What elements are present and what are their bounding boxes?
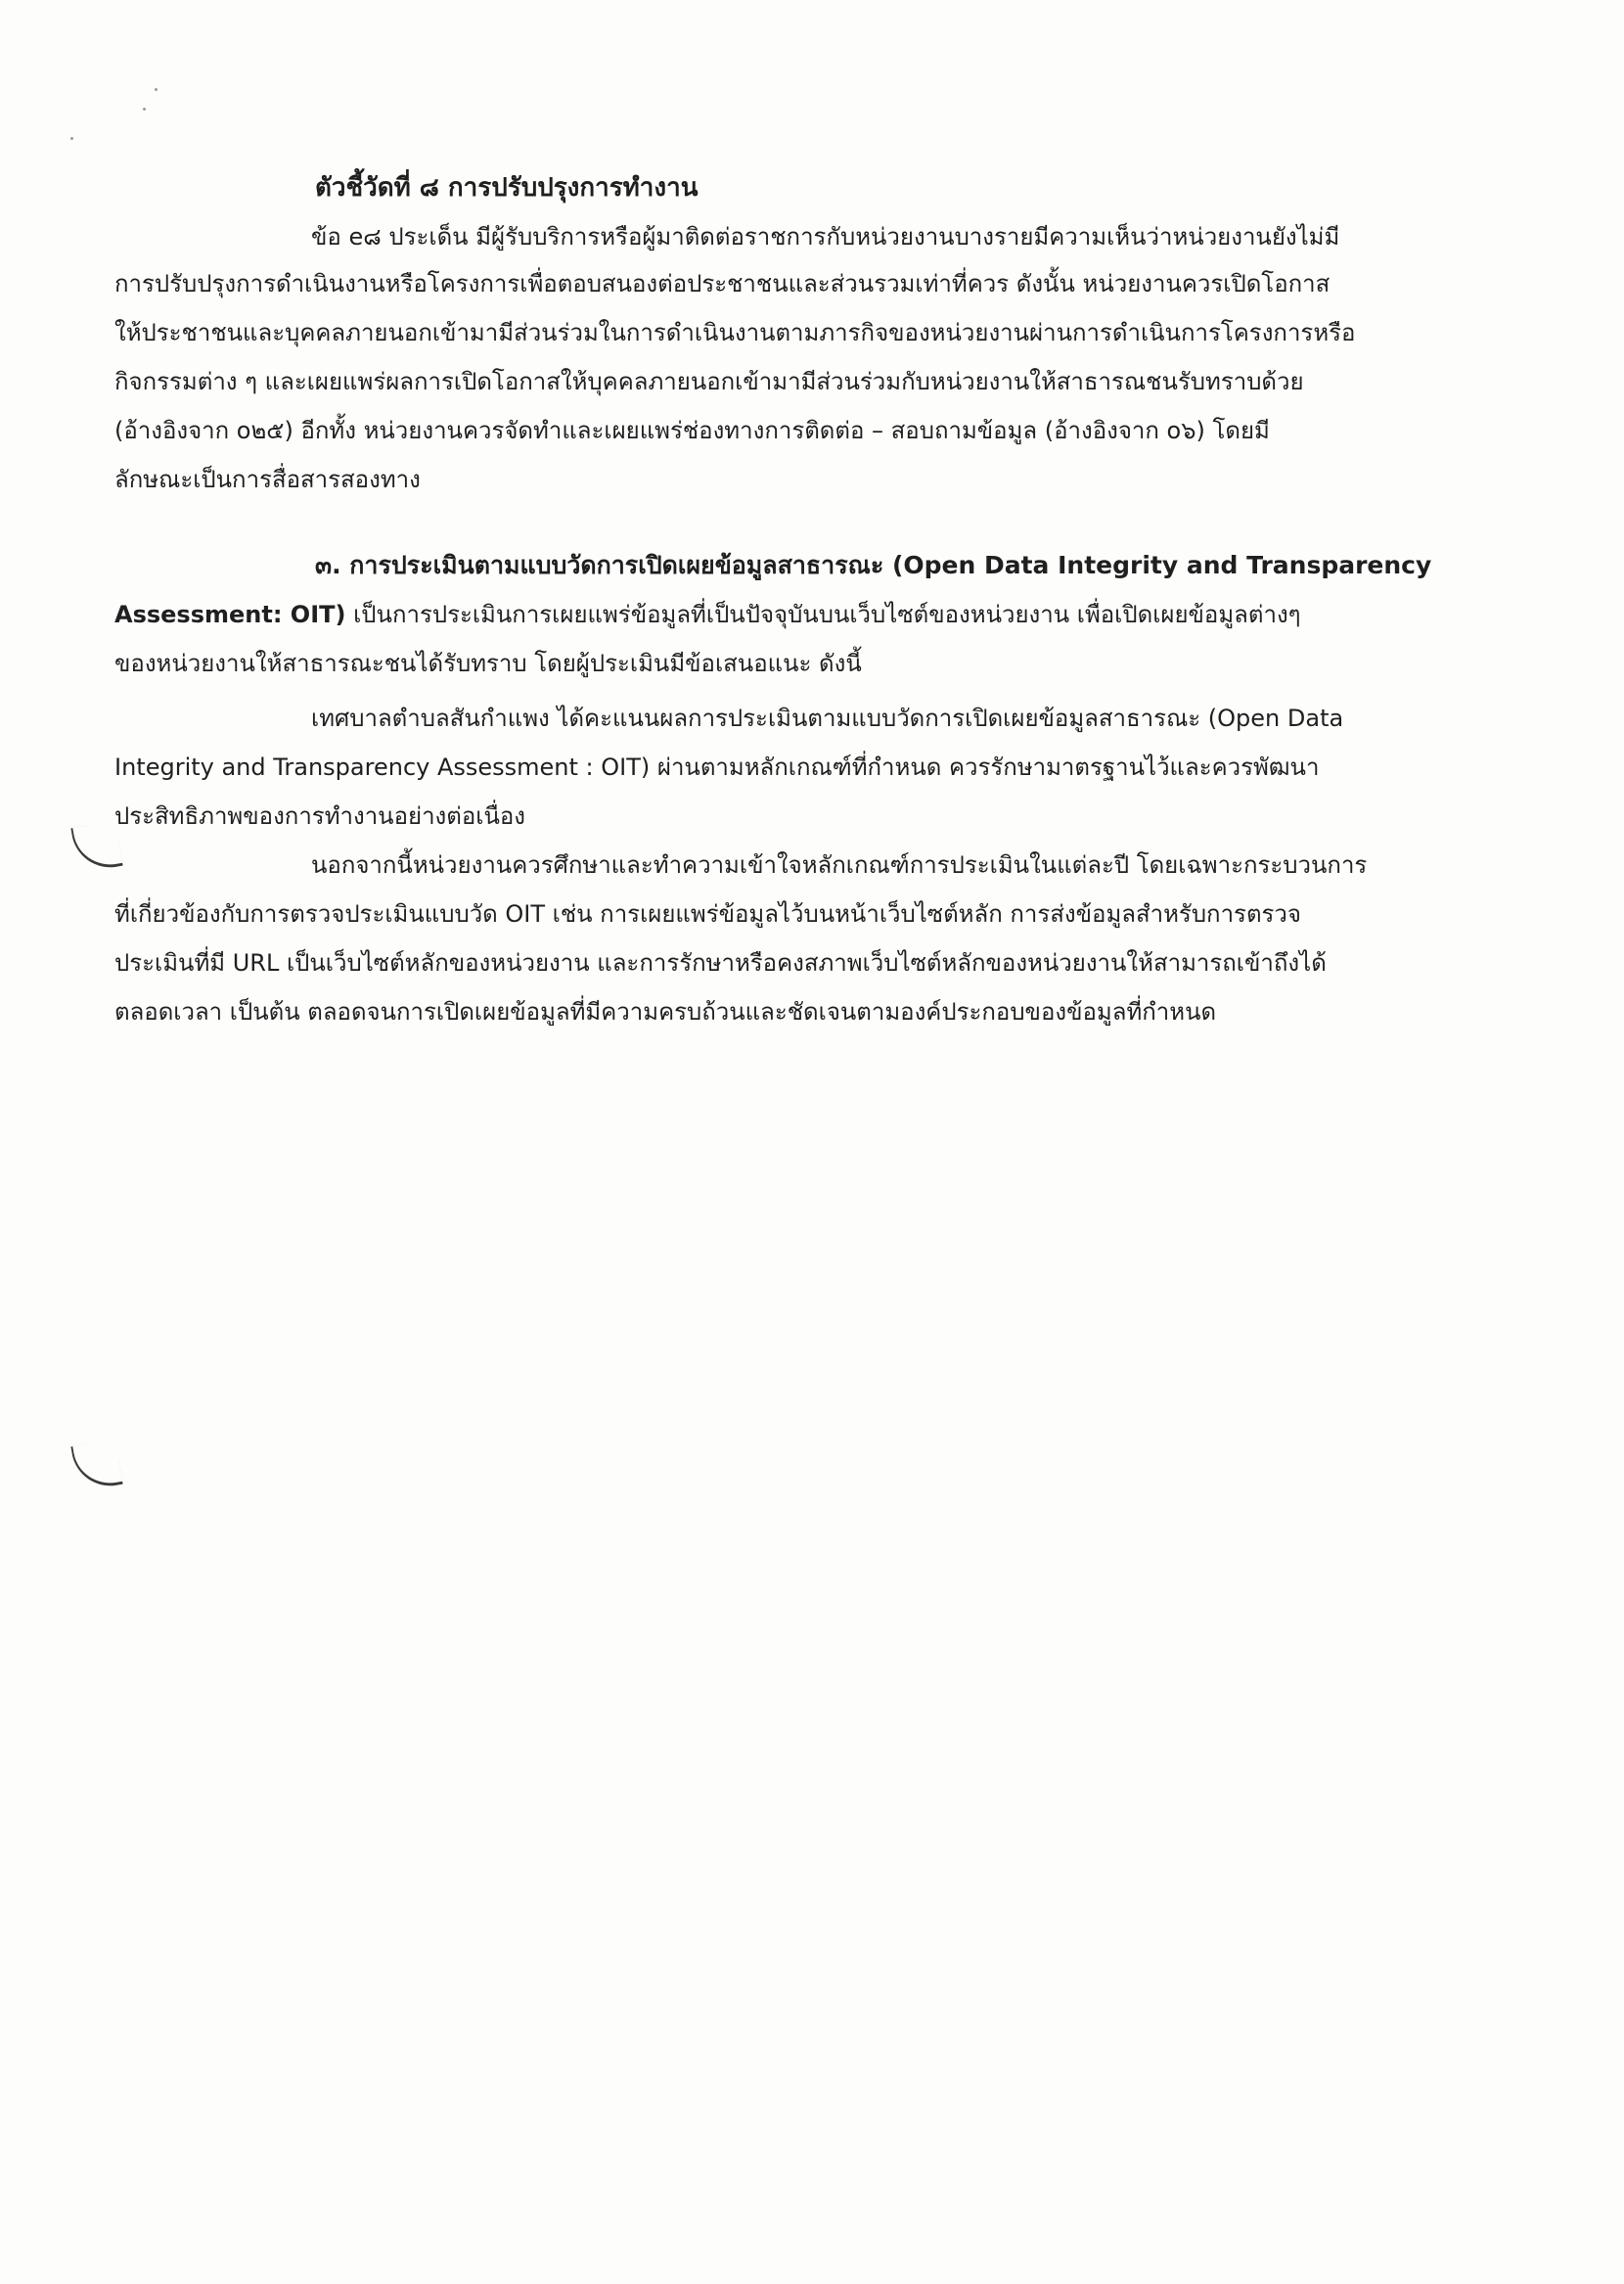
- indicator-heading: ตัวชี้วัดที่ ๘ การปรับปรุงการทำงาน: [315, 173, 699, 203]
- oit-para2-line: ประเมินที่มี URL เป็นเว็บไซต์หลักของหน่วยงาน และการรักษาหรือคงสภาพเว็บไซต์หลักของหน่วยงานให้สามารถเข้าถึงได้: [114, 949, 1327, 977]
- punch-hole-mark: [70, 1439, 122, 1491]
- oit-para1-line: เทศบาลตำบลสันกำแพง ได้คะแนนผลการประเมินตามแบบวัดการเปิดเผยข้อมูลสาธารณะ (Open Data: [311, 705, 1344, 732]
- indicator-line: (อ้างอิงจาก o๒๕) อีกทั้ง หน่วยงานควรจัดทำและเผยแพร่ช่องทางการติดต่อ – สอบถามข้อมูล (อ้างอิงจาก o๖) โดยมี: [114, 417, 1270, 444]
- oit-para2-line: ที่เกี่ยวข้องกับการตรวจประเมินแบบวัด OIT เช่น การเผยแพร่ข้อมูลไว้บนหน้าเว็บไซต์หลัก การส่งข้อมูลสำหรับการตรวจ: [114, 900, 1301, 928]
- oit-heading-abbrev: Assessment: OIT): [114, 601, 346, 628]
- oit-para1-line: Integrity and Transparency Assessment : OIT) ผ่านตามหลักเกณฑ์ที่กำหนด ควรรักษามาตรฐานไว้และควรพัฒนา: [114, 754, 1320, 781]
- indicator-line: ให้ประชาชนและบุคคลภายนอกเข้ามามีส่วนร่วมในการดำเนินงานตามภารกิจของหน่วยงานผ่านการดำเนินการโครงการหรือ: [114, 319, 1356, 346]
- oit-heading-line2: [114, 595, 1301, 634]
- oit-heading: ๓. การประเมินตามแบบวัดการเปิดเผยข้อมูลสาธารณะ (Open Data Integrity and Transparency: [315, 551, 1432, 579]
- indicator-line: ข้อ e๘ ประเด็น มีผู้รับบริการหรือผู้มาติดต่อราชการกับหน่วยงานบางรายมีความเห็นว่าหน่วยงานยังไม่มี: [311, 223, 1340, 251]
- oit-para2-line: นอกจากนี้หน่วยงานควรศึกษาและทำความเข้าใจหลักเกณฑ์การประเมินในแต่ละปี โดยเฉพาะกระบวนการ: [311, 851, 1368, 879]
- oit-heading-line3: ของหน่วยงานให้สาธารณะชนได้รับทราบ โดยผู้ประเมินมีข้อเสนอแนะ ดังนี้: [114, 650, 862, 677]
- punch-hole-mark: [70, 820, 122, 873]
- indicator-line: ลักษณะเป็นการสื่อสารสองทาง: [114, 466, 421, 493]
- indicator-line: การปรับปรุงการดำเนินงานหรือโครงการเพื่อตอบสนองต่อประชาชนและส่วนรวมเท่าที่ควร ดังนั้น หน่วยงานควรเปิดโอกาส: [114, 270, 1331, 297]
- scan-speck: [155, 88, 158, 91]
- scan-speck: [70, 137, 73, 140]
- indicator-line: กิจกรรมต่าง ๆ และเผยแพร่ผลการเปิดโอกาสให้บุคคลภายนอกเข้ามามีส่วนร่วมกับหน่วยงานให้สาธารณชนรับทราบด้วย: [114, 368, 1304, 395]
- oit-para1-line: ประสิทธิภาพของการทำงานอย่างต่อเนื่อง: [114, 802, 525, 830]
- oit-para2-line: ตลอดเวลา เป็นต้น ตลอดจนการเปิดเผยข้อมูลที่มีความครบถ้วนและชัดเจนตามองค์ประกอบของข้อมูลที่กำหนด: [114, 998, 1217, 1026]
- scan-speck: [143, 108, 146, 111]
- oit-heading-desc: เป็นการประเมินการเผยแพร่ข้อมูลที่เป็นปัจจุบันบนเว็บไซต์ของหน่วยงาน เพื่อเปิดเผยข้อมูลต่างๆ: [345, 601, 1301, 628]
